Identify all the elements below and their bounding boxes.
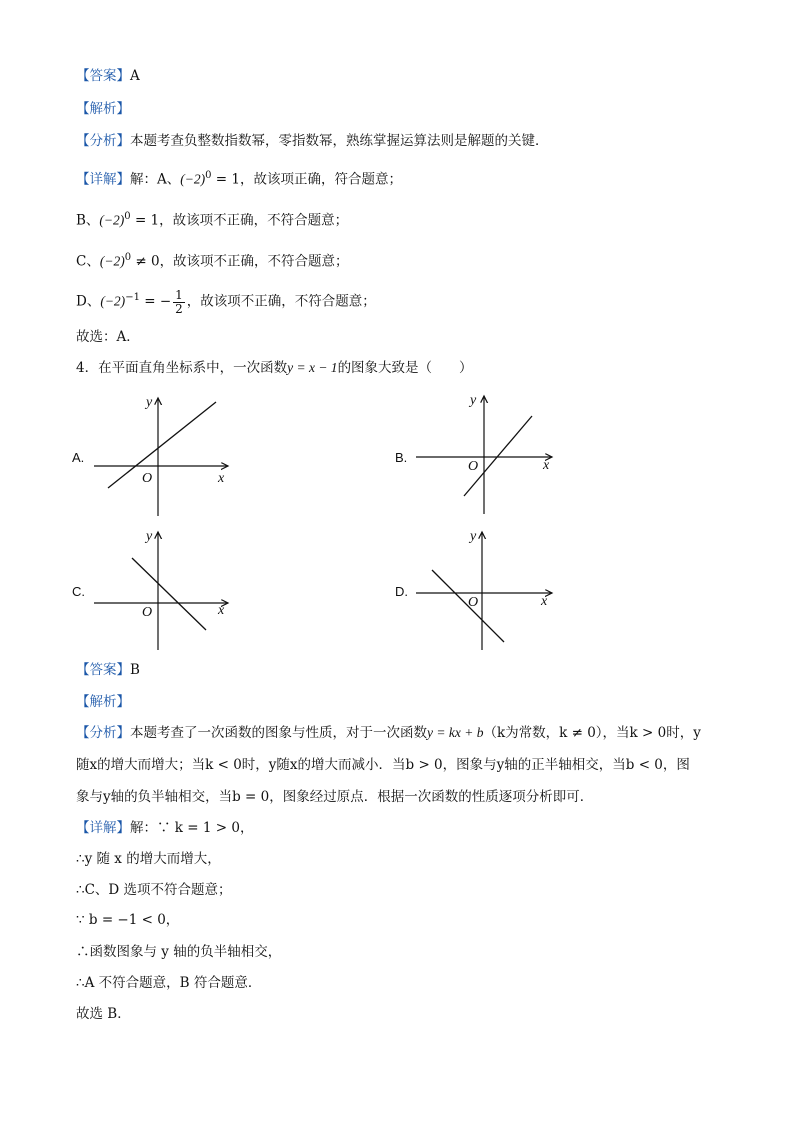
d-prefix: D、 bbox=[76, 293, 101, 310]
d-expr: (−2) bbox=[100, 293, 126, 309]
q3-fenxi-line bbox=[76, 131, 549, 151]
option-b-label: B. bbox=[395, 450, 408, 465]
answer-tag: 【答案】 bbox=[76, 662, 130, 678]
y-axis-label: y bbox=[470, 393, 477, 408]
q4-conclusion: 故选 B． bbox=[76, 1006, 131, 1022]
y-axis-label: y bbox=[146, 395, 153, 410]
q3-answer-line bbox=[76, 66, 140, 86]
q4-answer-line bbox=[76, 660, 140, 680]
option-b-graph bbox=[412, 390, 562, 520]
d-rest: = − bbox=[139, 293, 172, 310]
fenxi-text: 本题考查负整数指数幂，零指数幂，熟练掌握运算法则是解题的关键． bbox=[130, 133, 549, 149]
jiexi-tag: 【解析】 bbox=[76, 101, 130, 117]
d-exp: −1 bbox=[125, 292, 140, 303]
q4-fenxi-line-3: 象与y轴的负半轴相交，当b = 0，图象经过原点．根据一次函数的性质逐项分析即可． bbox=[76, 789, 594, 805]
q4-detail-line-1 bbox=[76, 818, 253, 838]
b-rest: = 1 bbox=[130, 212, 160, 229]
answer-value: A bbox=[130, 68, 140, 84]
q4-detail-line-5: ∴函数图象与 y 轴的负半轴相交， bbox=[76, 944, 282, 960]
q3-detail-c-line bbox=[76, 248, 349, 272]
b-exp: 0 bbox=[124, 211, 131, 222]
answer-value: B bbox=[130, 662, 140, 678]
detail-prefix: 解：A、 bbox=[130, 171, 181, 188]
origin-label: O bbox=[468, 459, 479, 474]
c-exp: 0 bbox=[124, 252, 132, 263]
b-expr: (−2) bbox=[99, 212, 125, 228]
q3-detail-b-line bbox=[76, 207, 348, 231]
a-text: ，故该项正确，符合题意； bbox=[239, 171, 402, 188]
c-prefix: C、 bbox=[76, 253, 100, 270]
answer-tag: 【答案】 bbox=[76, 68, 130, 84]
function-line bbox=[464, 416, 532, 496]
a-exp: 0 bbox=[205, 170, 212, 181]
q4-detail-line-3: ∴C、D 选项不符合题意； bbox=[76, 882, 232, 898]
option-a-graph bbox=[90, 392, 240, 522]
c-text: ，故该项不正确，不符合题意； bbox=[159, 253, 349, 270]
detail-1: 解：∵ k = 1 > 0， bbox=[130, 820, 254, 836]
fenxi-1c: （k为常数，k ≠ 0），当k > 0时，y bbox=[483, 725, 701, 741]
q3-jiexi-line bbox=[76, 99, 130, 119]
d-frac-den: 2 bbox=[175, 301, 183, 316]
detail-tag: 【详解】 bbox=[76, 820, 130, 836]
q3-detail-d-line bbox=[76, 283, 376, 317]
x-axis-label: x bbox=[218, 471, 225, 486]
option-a-label: A. bbox=[72, 450, 85, 465]
q4-detail-line-4: ∵ b = −1 < 0， bbox=[76, 912, 180, 928]
q4-jiexi-line bbox=[76, 692, 130, 712]
q4-fenxi-line-2: 随x的增大而增大；当k < 0时，y随x的增大而减小．当b > 0，图象与y轴的正半轴相交，当b < 0，图 bbox=[76, 757, 690, 773]
option-d-label: D. bbox=[395, 584, 408, 599]
x-axis-label: x bbox=[541, 594, 548, 609]
q3-detail-a-line bbox=[76, 166, 402, 190]
q4-fenxi-line-1 bbox=[76, 723, 701, 743]
c-rest: ≠ 0 bbox=[131, 253, 160, 270]
y-axis-label: y bbox=[470, 529, 477, 544]
fenxi-tag: 【分析】 bbox=[76, 133, 130, 149]
d-text: ，故该项不正确，不符合题意； bbox=[186, 293, 376, 310]
b-text: ，故该项不正确，不符合题意； bbox=[159, 212, 349, 229]
fenxi-1a: 本题考查了一次函数的图象与性质，对于一次函数 bbox=[130, 725, 427, 741]
q4-stem-suffix: 的图象大致是（ ） bbox=[337, 360, 473, 376]
q4-stem bbox=[76, 358, 473, 378]
origin-label: O bbox=[142, 605, 153, 620]
q3-conclusion: 故选：A． bbox=[76, 329, 140, 345]
jiexi-tag: 【解析】 bbox=[76, 694, 130, 710]
q4-detail-line-6: ∴A 不符合题意，B 符合题意． bbox=[76, 975, 262, 991]
c-expr: (−2) bbox=[99, 253, 125, 269]
a-rest: = 1 bbox=[211, 171, 240, 188]
origin-label: O bbox=[142, 471, 153, 486]
d-frac-num: 1 bbox=[175, 287, 183, 302]
option-c-graph bbox=[90, 526, 240, 656]
d-fraction bbox=[173, 289, 185, 316]
b-prefix: B、 bbox=[76, 212, 100, 229]
q4-stem-prefix: 4．在平面直角坐标系中，一次函数 bbox=[76, 360, 288, 376]
x-axis-label: x bbox=[218, 603, 225, 618]
option-c-label: C. bbox=[72, 584, 85, 599]
origin-label: O bbox=[468, 595, 479, 610]
a-expr: (−2) bbox=[180, 171, 206, 187]
function-line bbox=[108, 402, 216, 488]
fenxi-1b: y = kx + b bbox=[427, 725, 484, 740]
q4-stem-func: y = x − 1 bbox=[287, 360, 338, 375]
q4-detail-line-2: ∴y 随 x 的增大而增大， bbox=[76, 851, 221, 867]
fenxi-tag: 【分析】 bbox=[76, 725, 130, 741]
x-axis-label: x bbox=[543, 458, 550, 473]
y-axis-label: y bbox=[146, 529, 153, 544]
detail-tag: 【详解】 bbox=[76, 171, 130, 188]
option-d-graph bbox=[412, 526, 562, 656]
